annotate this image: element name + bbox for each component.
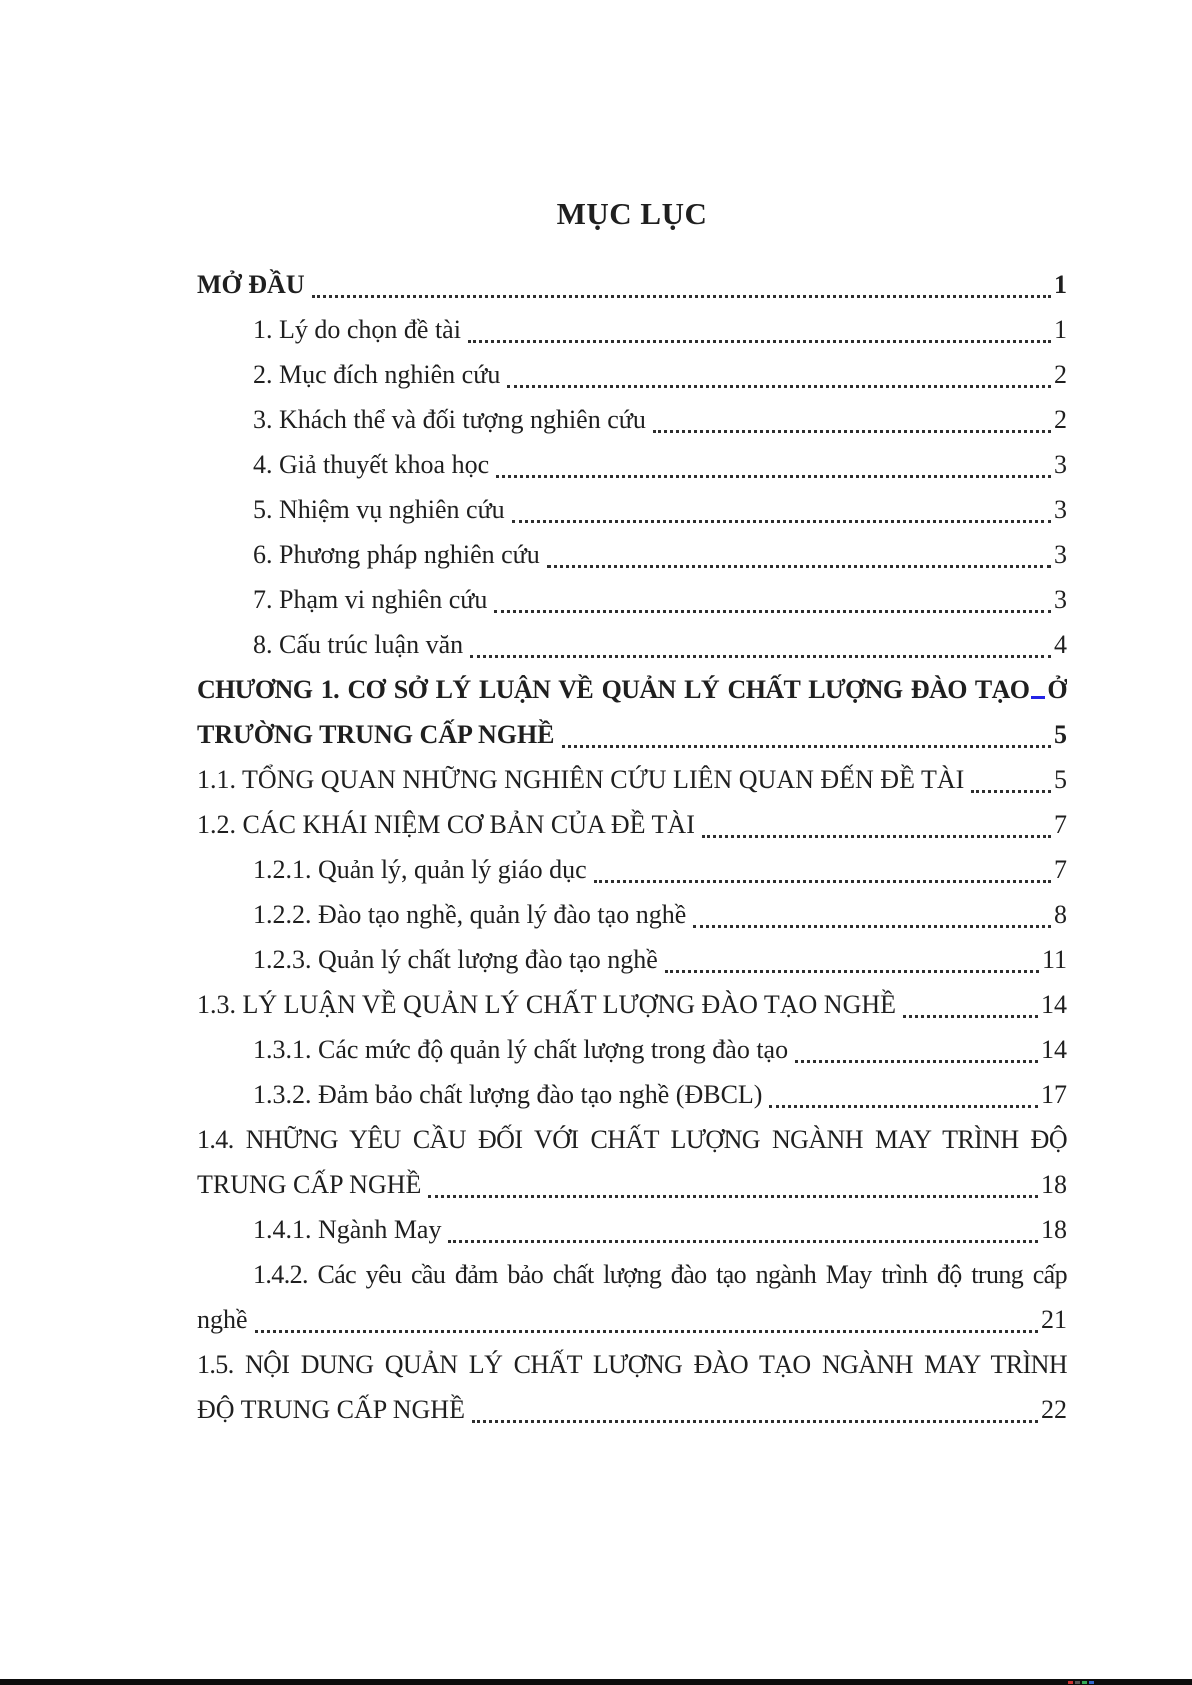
toc-entry-text: MỞ ĐẦU: [197, 270, 305, 299]
toc-entry: [197, 1207, 1067, 1252]
toc-entry-text: 1.3.2. Đảm bảo chất lượng đào tạo nghề (ĐBCL): [253, 1080, 763, 1109]
toc-entry: [197, 262, 1067, 307]
toc-entry: [197, 487, 1067, 532]
toc-entry-text: nghề: [197, 1305, 248, 1334]
toc-entry: [197, 1117, 1067, 1162]
dot-leader: [562, 712, 1051, 757]
dot-leader: [472, 1387, 1038, 1432]
toc-entry-text: 6. Phương pháp nghiên cứu: [253, 540, 540, 569]
toc-entry-text: 1.4.1. Ngành May: [253, 1215, 442, 1244]
dot-leader: [428, 1162, 1038, 1207]
page-number: 3: [1054, 585, 1067, 614]
page-number: 3: [1054, 540, 1067, 569]
dot-leader: [971, 757, 1051, 802]
toc-entry-text: 2. Mục đích nghiên cứu: [253, 360, 501, 389]
page-number: 17: [1041, 1080, 1067, 1109]
toc-entry-text: 1.1. TỔNG QUAN NHỮNG NGHIÊN CỨU LIÊN QUAN ĐẾN ĐỀ TÀI: [197, 765, 965, 794]
toc-entry-text: 1.2.1. Quản lý, quản lý giáo dục: [253, 855, 587, 884]
scan-artifact-pixel: [1082, 1681, 1087, 1684]
toc-entry-text: 1.5. NỘI DUNG QUẢN LÝ CHẤT LƯỢNG ĐÀO TẠO NGÀNH MAY TRÌNH: [197, 1350, 1067, 1379]
toc-entry-text: 1.4.2. Các yêu cầu đảm bảo chất lượng đào tạo ngành May trình độ trung cấp: [253, 1260, 1067, 1289]
page-number: 14: [1041, 1035, 1067, 1064]
page-number: 1: [1054, 315, 1067, 344]
toc-entry-text: TRUNG CẤP NGHỀ: [197, 1170, 422, 1199]
scan-artifact-pixel: [1068, 1681, 1073, 1684]
dot-leader: [255, 1297, 1038, 1342]
page-number: 8: [1054, 900, 1067, 929]
toc-entry-text: 1.2.2. Đào tạo nghề, quản lý đào tạo nghề: [253, 900, 687, 929]
dot-leader: [470, 622, 1051, 667]
toc-entry: [197, 577, 1067, 622]
page-number: 4: [1054, 630, 1067, 659]
page-number: 21: [1041, 1305, 1067, 1334]
toc-entry: [197, 892, 1067, 937]
dot-leader: [547, 532, 1051, 577]
toc-entry-text: 4. Giả thuyết khoa học: [253, 450, 490, 479]
dot-leader: [702, 802, 1051, 847]
toc-entry: [197, 1342, 1067, 1387]
dot-leader: [903, 982, 1038, 1027]
toc-entry: [197, 397, 1067, 442]
page-number: 5: [1054, 720, 1067, 749]
toc-entry-text: 1. Lý do chọn đề tài: [253, 315, 461, 344]
toc-entry: [197, 442, 1067, 487]
toc-entry: [197, 712, 1067, 757]
toc-entry-text: 1.3. LÝ LUẬN VỀ QUẢN LÝ CHẤT LƯỢNG ĐÀO TẠO NGHỀ: [197, 990, 897, 1019]
dot-leader: [312, 262, 1051, 307]
toc-entry: [197, 982, 1067, 1027]
toc-entry: [197, 622, 1067, 667]
dot-leader: [494, 577, 1051, 622]
page-number: 22: [1041, 1395, 1067, 1424]
dot-leader: [795, 1027, 1038, 1072]
page-number: 5: [1054, 765, 1067, 794]
page-number: 3: [1054, 450, 1067, 479]
toc-entry: [197, 1297, 1067, 1342]
toc-entry: [197, 1072, 1067, 1117]
dot-leader: [448, 1207, 1038, 1252]
toc-entry: [197, 352, 1067, 397]
scan-artifact-pixel: [1075, 1681, 1080, 1684]
toc-entry-text: 7. Phạm vi nghiên cứu: [253, 585, 488, 614]
toc-entry-text: CHƯƠNG 1. CƠ SỞ LÝ LUẬN VỀ QUẢN LÝ CHẤT LƯỢNG ĐÀO TẠO Ở: [197, 675, 1067, 704]
scan-artifact-pixel: [1089, 1681, 1094, 1684]
tracked-change-underline-mark: [1031, 696, 1045, 699]
page-number: 2: [1054, 360, 1067, 389]
page-number: 14: [1041, 990, 1067, 1019]
page-number: 3: [1054, 495, 1067, 524]
dot-leader: [665, 937, 1039, 982]
dot-leader: [693, 892, 1051, 937]
dot-leader: [653, 397, 1051, 442]
toc-entry-text: 8. Cấu trúc luận văn: [253, 630, 464, 659]
page-number: 2: [1054, 405, 1067, 434]
page-number: 18: [1041, 1215, 1067, 1244]
dot-leader: [769, 1072, 1038, 1117]
toc-entry-text: 5. Nhiệm vụ nghiên cứu: [253, 495, 505, 524]
toc-entry-text: 1.2.3. Quản lý chất lượng đào tạo nghề: [253, 945, 658, 974]
toc-content: [197, 196, 1067, 1432]
toc-entry: [197, 847, 1067, 892]
page-number: 7: [1054, 855, 1067, 884]
page-number: 18: [1041, 1170, 1067, 1199]
toc-entry-text: 1.2. CÁC KHÁI NIỆM CƠ BẢN CỦA ĐỀ TÀI: [197, 810, 695, 839]
dot-leader: [594, 847, 1051, 892]
dot-leader: [468, 307, 1051, 352]
toc-entry: [197, 802, 1067, 847]
dot-leader: [507, 352, 1051, 397]
page-number: 1: [1054, 270, 1067, 299]
toc-list: [197, 262, 1067, 1432]
toc-entry-text: 1.3.1. Các mức độ quản lý chất lượng trong đào tạo: [253, 1035, 789, 1064]
toc-entry: [197, 307, 1067, 352]
toc-entry: [197, 1387, 1067, 1432]
bottom-edge-bar: [0, 1679, 1192, 1685]
toc-entry-text: 3. Khách thể và đối tượng nghiên cứu: [253, 405, 646, 434]
toc-entry: [197, 937, 1067, 982]
toc-entry-text: ĐỘ TRUNG CẤP NGHỀ: [197, 1395, 465, 1424]
toc-entry: [197, 532, 1067, 577]
toc-entry: [197, 1162, 1067, 1207]
toc-entry-text: TRƯỜNG TRUNG CẤP NGHỀ: [197, 720, 555, 749]
page-title: MỤC LỤC: [556, 196, 708, 231]
toc-entry: [197, 667, 1067, 712]
page-number: 7: [1054, 810, 1067, 839]
page-number: 11: [1041, 945, 1067, 974]
dot-leader: [496, 442, 1051, 487]
toc-entry: [197, 1027, 1067, 1072]
dot-leader: [512, 487, 1051, 532]
toc-entry: [197, 757, 1067, 802]
toc-entry: [197, 1252, 1067, 1297]
toc-entry-text: 1.4. NHỮNG YÊU CẦU ĐỐI VỚI CHẤT LƯỢNG NGÀNH MAY TRÌNH ĐỘ: [197, 1125, 1067, 1154]
